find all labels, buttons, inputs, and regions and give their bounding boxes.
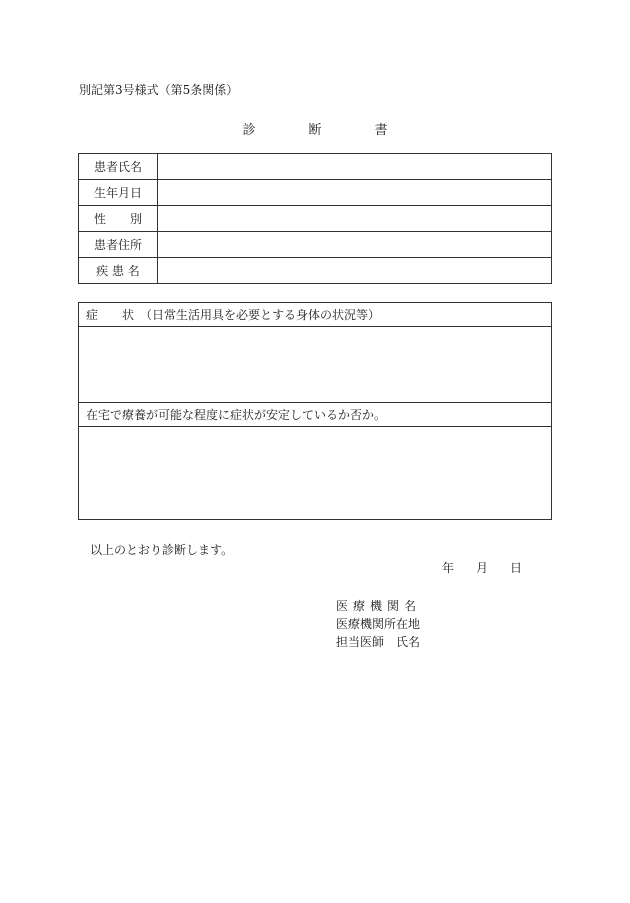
stable-question: 在宅で療養が可能な程度に症状が安定しているか否か。 [79, 403, 551, 427]
institution-address-label: 医療機関所在地 [336, 617, 421, 631]
sex-field[interactable] [158, 206, 552, 232]
table-row [79, 258, 552, 284]
symptom-header [79, 303, 551, 327]
form-reference: 別記第3号様式（第5条関係） [79, 83, 239, 97]
institution-name-label: 医療機関名 [336, 599, 422, 613]
year-label: 年 [442, 561, 455, 575]
birth-date-field[interactable] [158, 180, 552, 206]
symptom-label: 症 状 [86, 308, 135, 322]
stable-answer-field[interactable] [79, 427, 551, 517]
month-label: 月 [476, 561, 489, 575]
symptom-box [78, 302, 552, 520]
disease-name-label: 疾 患 名 [79, 258, 158, 284]
symptom-note: （日常生活用具を必要とする身体の状況等） [140, 308, 381, 322]
birth-date-label: 生年月日 [79, 180, 158, 206]
patient-name-label: 患者氏名 [79, 154, 158, 180]
day-label: 日 [510, 561, 523, 575]
date-line [442, 559, 544, 576]
table-row [79, 232, 552, 258]
disease-name-field[interactable] [158, 258, 552, 284]
sex-label: 性 別 [79, 206, 158, 232]
document-title: 診 断 書 [242, 123, 408, 138]
symptom-field[interactable] [79, 327, 551, 403]
patient-name-field[interactable] [158, 154, 552, 180]
patient-info-table [78, 153, 552, 284]
patient-address-field[interactable] [158, 232, 552, 258]
patient-address-label: 患者住所 [79, 232, 158, 258]
closing-statement: 以上のとおり診断します。 [90, 543, 234, 557]
table-row [79, 154, 552, 180]
table-row [79, 206, 552, 232]
table-row [79, 180, 552, 206]
doctor-name-label: 担当医師 氏名 [336, 635, 421, 649]
